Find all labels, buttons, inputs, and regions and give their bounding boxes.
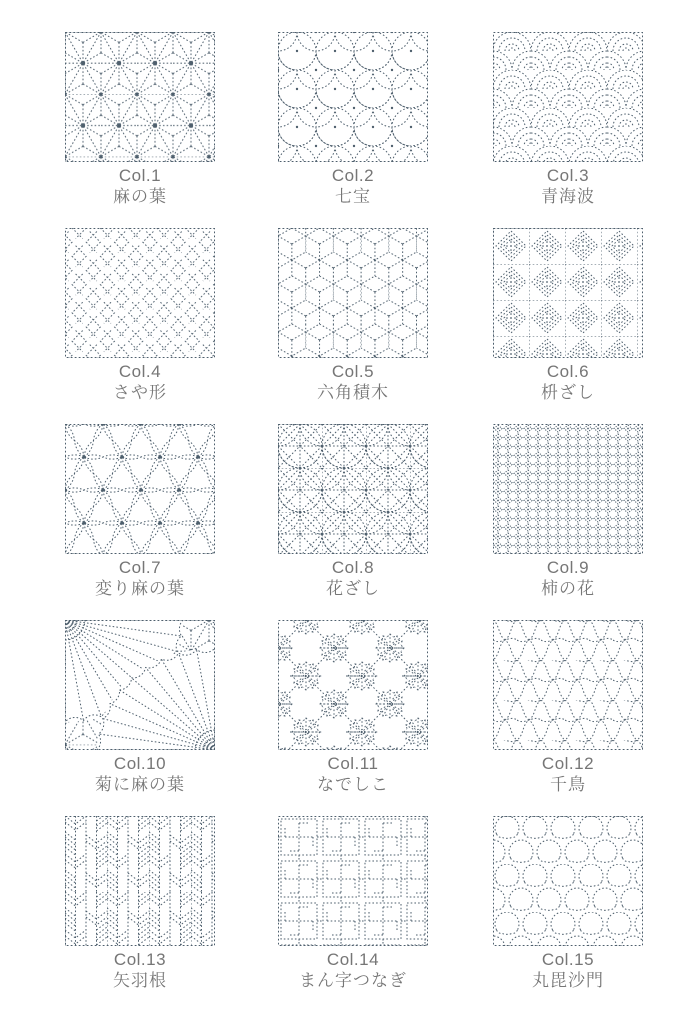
swatch-cell-3	[460, 32, 676, 228]
shippou-pattern	[278, 32, 428, 162]
swatch-cell-8	[246, 424, 460, 620]
chidori-pattern	[493, 620, 643, 750]
kiku-ni-asanoha-pattern	[65, 620, 215, 750]
pattern-name-label: 変り麻の葉	[95, 579, 185, 599]
pattern-name-label: 七宝	[335, 187, 371, 207]
masuzashi-pattern	[493, 228, 643, 358]
swatch-cell-5	[246, 228, 460, 424]
color-number-label: Col.9	[546, 558, 590, 577]
nadeshiko-pattern	[278, 620, 428, 750]
pattern-name-label: 柿の花	[541, 579, 595, 599]
kawari-asanoha-pattern	[65, 424, 215, 554]
swatch-cell-1	[34, 32, 246, 228]
pattern-name-label: 麻の葉	[113, 187, 167, 207]
color-number-label: Col.1	[118, 166, 162, 185]
color-number-label: Col.3	[546, 166, 590, 185]
swatch-cell-13	[34, 816, 246, 1012]
pattern-name-label: 菊に麻の葉	[95, 775, 185, 795]
color-number-label: Col.11	[327, 754, 379, 773]
hanazashi-pattern	[278, 424, 428, 554]
color-number-label: Col.14	[326, 950, 380, 969]
asanoha-pattern	[65, 32, 215, 162]
color-number-label: Col.6	[546, 362, 590, 381]
swatch-cell-15	[460, 816, 676, 1012]
pattern-name-label: 枡ざし	[541, 383, 595, 403]
swatch-cell-9	[460, 424, 676, 620]
swatch-cell-12	[460, 620, 676, 816]
pattern-name-label: 青海波	[541, 187, 595, 207]
color-number-label: Col.10	[113, 754, 167, 773]
yabane-pattern	[65, 816, 215, 946]
color-number-label: Col.12	[541, 754, 595, 773]
color-number-label: Col.4	[118, 362, 162, 381]
swatch-cell-10	[34, 620, 246, 816]
pattern-name-label: 花ざし	[326, 579, 380, 599]
swatch-cell-6	[460, 228, 676, 424]
manji-tsunagi-pattern	[278, 816, 428, 946]
color-number-label: Col.15	[541, 950, 595, 969]
seigaiha-pattern	[493, 32, 643, 162]
swatch-cell-2	[246, 32, 460, 228]
pattern-name-label: なでしこ	[317, 775, 389, 795]
swatch-cell-7	[34, 424, 246, 620]
maru-bishamon-pattern	[493, 816, 643, 946]
swatch-cell-4	[34, 228, 246, 424]
color-number-label: Col.8	[331, 558, 375, 577]
kaki-no-hana-pattern	[493, 424, 643, 554]
swatch-cell-14	[246, 816, 460, 1012]
pattern-name-label: 丸毘沙門	[532, 971, 604, 991]
rokkaku-tsumiki-pattern	[278, 228, 428, 358]
sayagata-pattern	[65, 228, 215, 358]
color-number-label: Col.2	[331, 166, 375, 185]
pattern-name-label: 六角積木	[317, 383, 389, 403]
pattern-name-label: さや形	[113, 383, 167, 403]
swatch-cell-11	[246, 620, 460, 816]
color-number-label: Col.5	[331, 362, 375, 381]
pattern-name-label: 千鳥	[550, 775, 586, 795]
pattern-name-label: まん字つなぎ	[299, 971, 407, 991]
color-number-label: Col.13	[113, 950, 167, 969]
pattern-name-label: 矢羽根	[113, 971, 167, 991]
color-number-label: Col.7	[118, 558, 162, 577]
